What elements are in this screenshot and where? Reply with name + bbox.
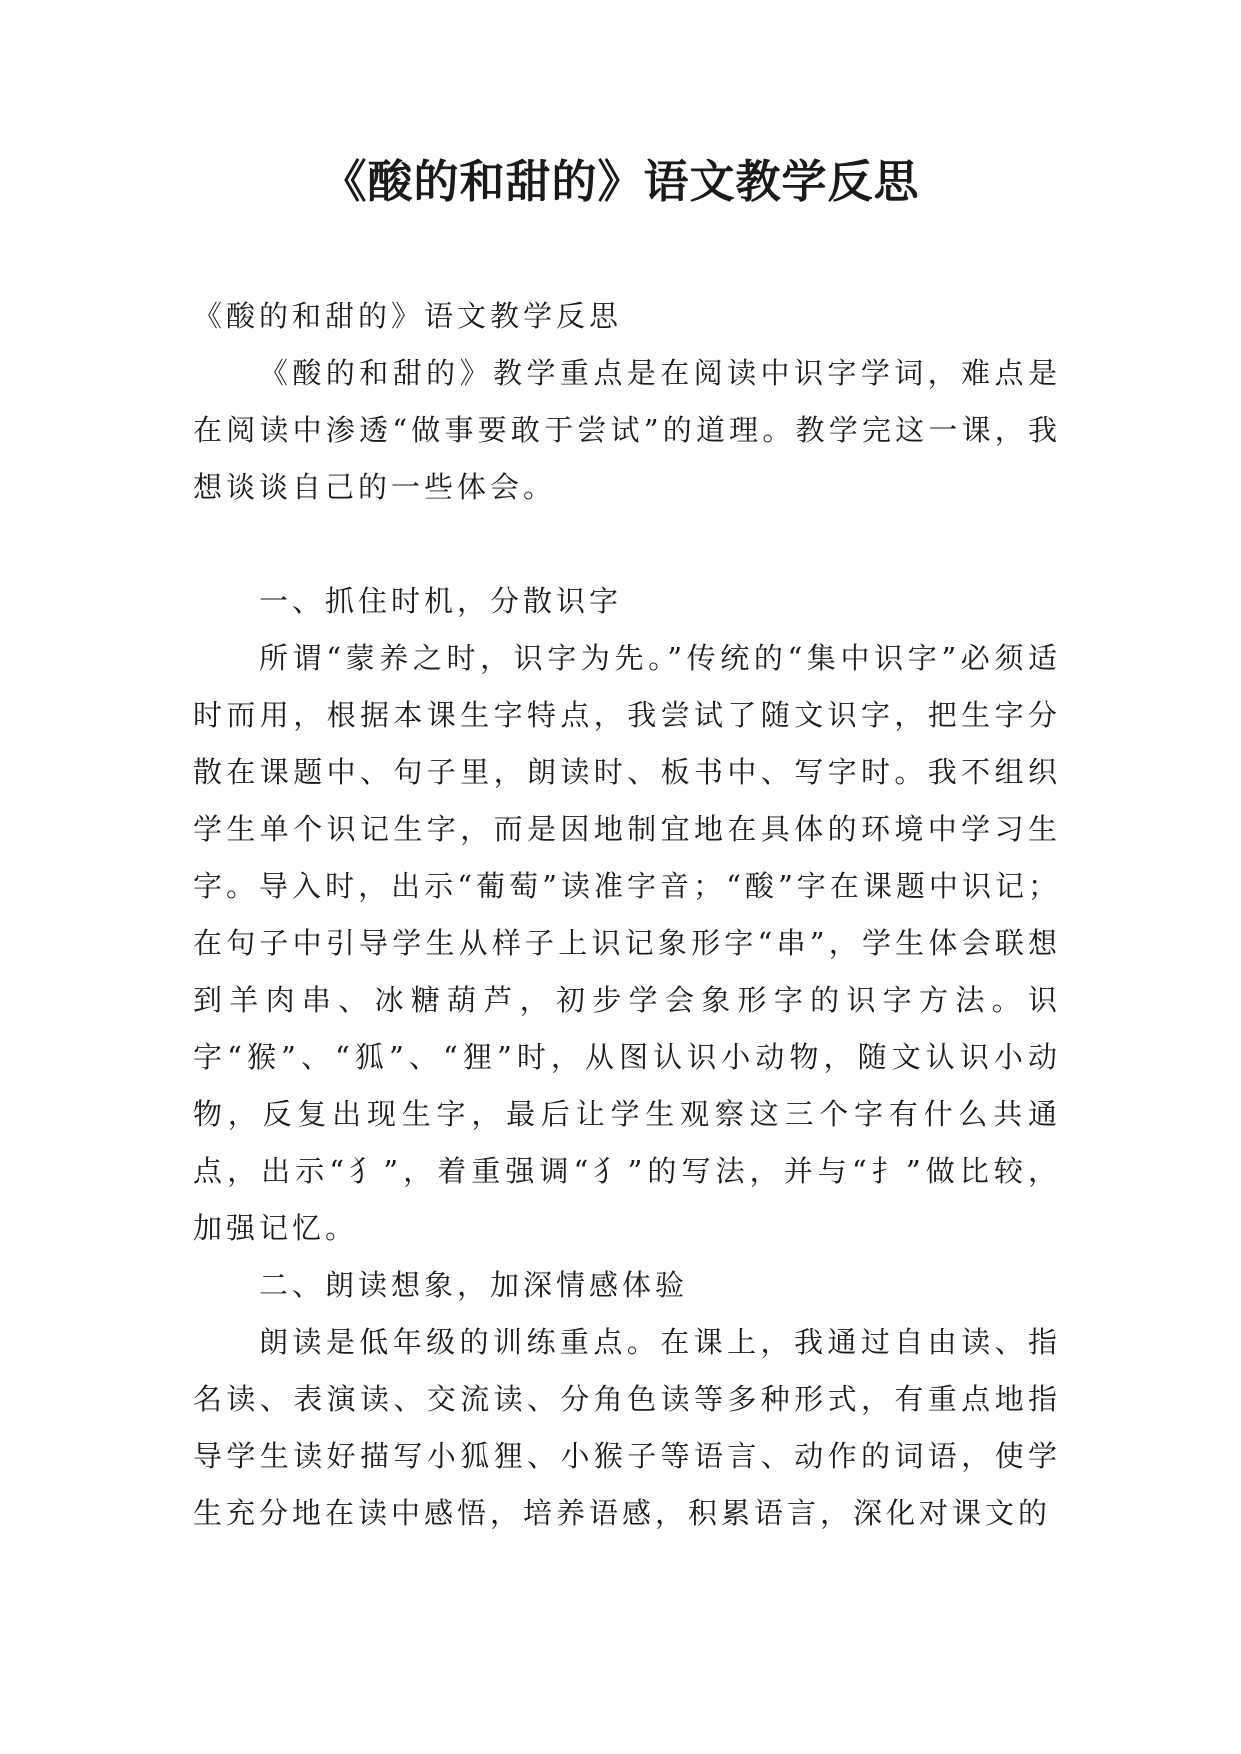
section-heading-2: 二、朗读想象，加深情感体验 [259,1268,689,1302]
intro-paragraph: 《酸的和甜的》教学重点是在阅读中识字学词，难点是在阅读中渗透“做事要敢于尝试”的道理。教学完这一课，我想谈谈自己的一些体会。 [193,356,1061,504]
subtitle-paragraph: 《酸的和甜的》语文教学反思 [193,299,623,333]
section-heading-1: 一、抓住时机，分散识字 [259,584,623,618]
section-1-paragraph: 所谓“蒙养之时，识字为先。”传统的“集中识字”必须适时而用，根据本课生字特点，我尝试了随文识字，把生字分散在课题中、句子里，朗读时、板书中、写字时。我不组织学生单个识记生字，而是因地制宜地在具体的环境中学习生字。导入时，出示“葡萄”读准字音；“酸”字在课题中识记；在句子中引导学生从样子上识记象形字“串”，学生体会联想到羊肉串、冰糖葫芦，初步学会象形字的识字方法。识字“猴”、“狐”、“狸”时，从图认识小动物，随文认识小动物，反复出现生字，最后让学生观察这三个字有什么共通点，出示“犭”，着重强调“犭”的写法，并与“扌”做比较，加强记忆。 [193,641,1061,1245]
document-title: 《酸的和甜的》语文教学反思 [321,155,920,208]
paragraph-gap [193,516,1061,573]
document-body [193,288,1061,1542]
section-2-paragraph: 朗读是低年级的训练重点。在课上，我通过自由读、指名读、表演读、交流读、分角色读等多种形式，有重点地指导学生读好描写小狐狸、小猴子等语言、动作的词语，使学生充分地在读中感悟，培养语感，积累语言，深化对课文的 [193,1325,1061,1530]
